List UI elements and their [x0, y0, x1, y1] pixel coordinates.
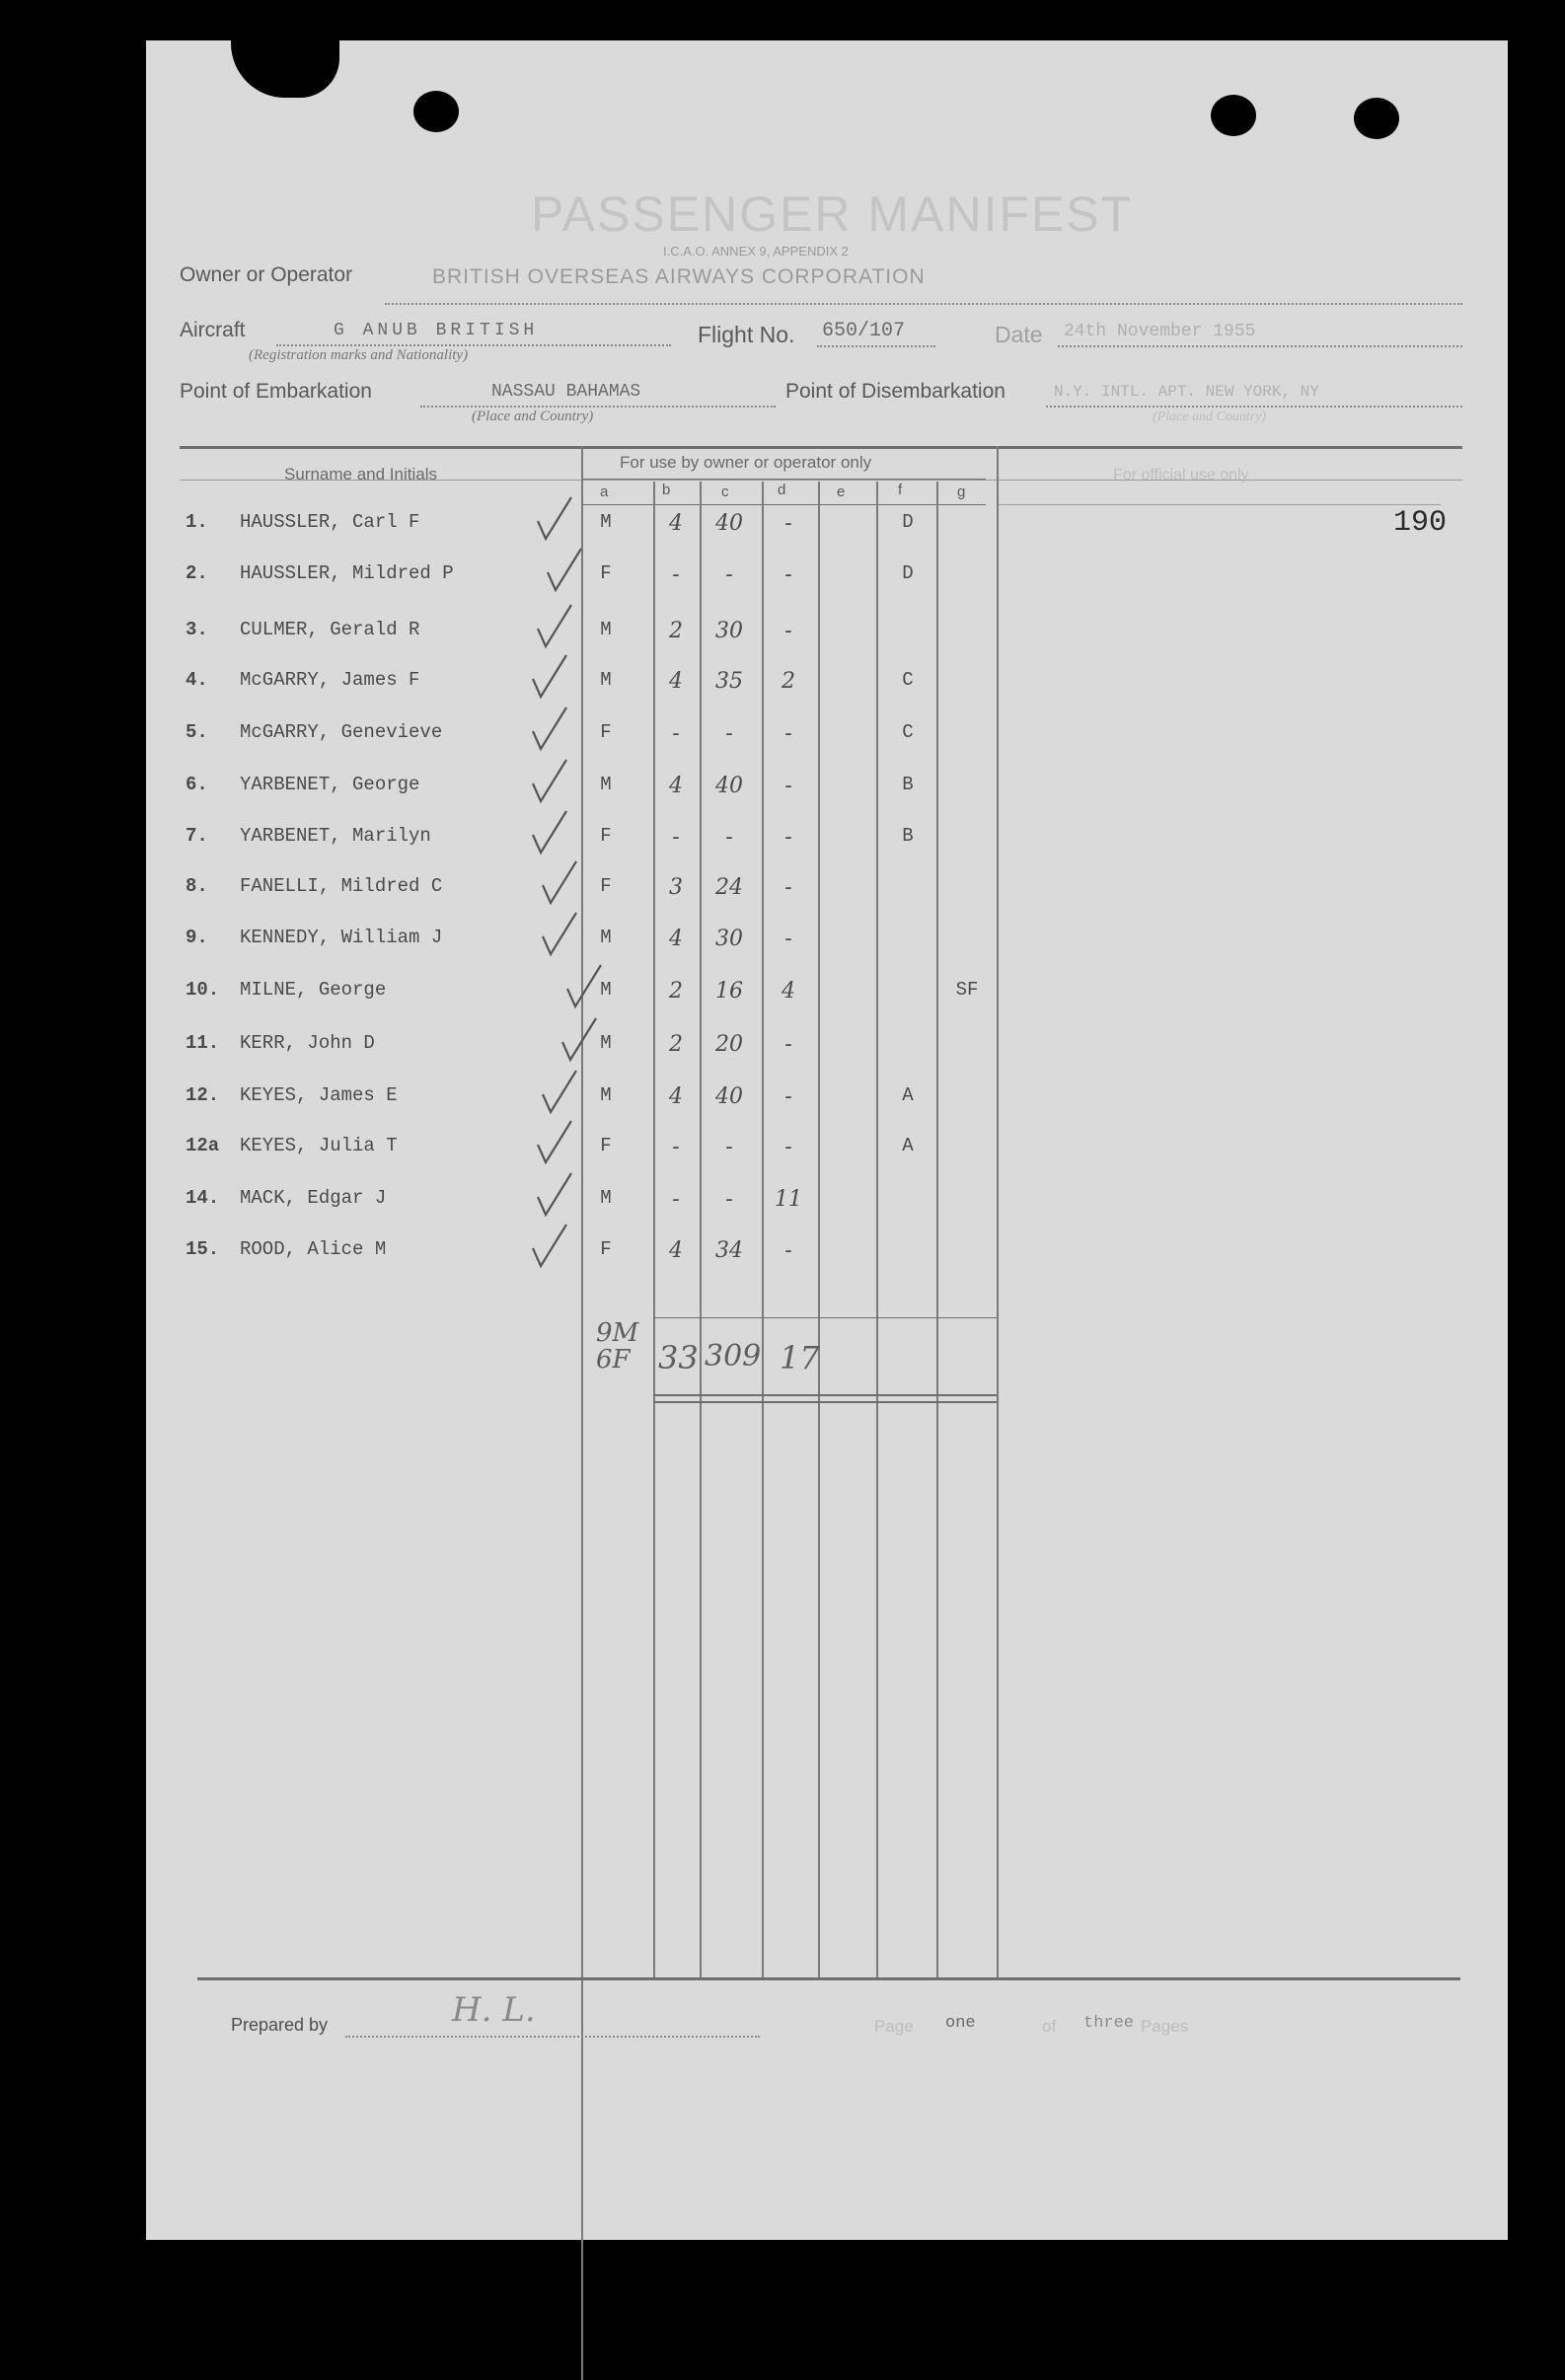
- official-header-rule: [997, 504, 1441, 505]
- row-number: 7.: [186, 825, 208, 847]
- passenger-name: MACK, Edgar J: [240, 1187, 387, 1209]
- cell-c: 35: [715, 669, 743, 694]
- checkmark-icon: [536, 503, 575, 543]
- row-number: 12.: [186, 1084, 220, 1106]
- disembark-note: (Place and Country): [1153, 409, 1267, 424]
- date-value: 24th November 1955: [1064, 322, 1256, 341]
- cell-d: -: [784, 562, 792, 587]
- owner-underline: [385, 303, 1462, 305]
- total-a-male: 9M: [596, 1318, 639, 1348]
- passenger-name: MILNE, George: [240, 979, 387, 1001]
- date-label: Date: [995, 322, 1043, 347]
- row-number: 11.: [186, 1032, 220, 1054]
- cell-c: 40: [715, 511, 743, 536]
- embark-label: Point of Embarkation: [180, 380, 372, 403]
- cell-d: -: [784, 721, 792, 746]
- checkmark-icon: [536, 1179, 575, 1219]
- totals-double-rule-1: [653, 1394, 997, 1396]
- prepared-underline: [345, 2036, 760, 2038]
- cell-c: -: [725, 1135, 733, 1159]
- embark-note: (Place and Country): [472, 409, 594, 424]
- cell-a: F: [600, 562, 612, 584]
- table-row: [146, 927, 1508, 960]
- total-b: 33: [658, 1339, 699, 1376]
- passenger-name: KEYES, Julia T: [240, 1135, 398, 1156]
- cell-a: F: [600, 1238, 612, 1260]
- table-row: [146, 774, 1508, 807]
- cell-d: -: [784, 774, 792, 798]
- aircraft-value: G ANUB BRITISH: [334, 321, 539, 340]
- cell-a: F: [600, 875, 612, 897]
- embark-underline: [420, 406, 776, 408]
- cell-c: 20: [715, 1032, 743, 1057]
- cell-b: -: [672, 721, 680, 746]
- table-bottom-rule: [197, 1977, 1460, 1980]
- cell-b: -: [672, 1135, 680, 1159]
- col-header-d: d: [778, 482, 786, 498]
- checkmark-icon: [531, 713, 570, 753]
- cell-b: 2: [669, 619, 683, 643]
- total-c: 309: [705, 1339, 762, 1374]
- cell-f: B: [902, 825, 914, 847]
- cell-a: M: [600, 979, 612, 1001]
- of-value: three: [1083, 2014, 1135, 2033]
- checkmark-icon: [536, 611, 575, 650]
- table-top-rule: [180, 446, 1462, 449]
- checkmark-icon: [541, 1077, 580, 1116]
- embark-value: NASSAU BAHAMAS: [491, 382, 641, 402]
- manifest-title: PASSENGER MANIFEST: [531, 186, 1134, 242]
- col-header-b: b: [662, 482, 671, 498]
- cell-a: M: [600, 1032, 612, 1054]
- table-row: [146, 721, 1508, 755]
- cell-b: 4: [669, 1238, 683, 1263]
- cell-f: A: [902, 1135, 914, 1156]
- cell-b: -: [672, 825, 680, 850]
- torn-corner: [231, 40, 339, 98]
- cell-a: M: [600, 1187, 612, 1209]
- checkmark-icon: [565, 971, 605, 1010]
- table-row: [146, 1084, 1508, 1118]
- cell-b: -: [672, 1187, 680, 1212]
- cell-d: -: [784, 1032, 792, 1057]
- row-number: 8.: [186, 875, 208, 897]
- cell-d: -: [784, 927, 792, 951]
- row-number: 1.: [186, 511, 208, 533]
- flight-value: 650/107: [822, 320, 906, 342]
- cell-c: 24: [715, 875, 743, 900]
- cell-c: 40: [715, 774, 743, 798]
- row-number: 4.: [186, 669, 208, 691]
- table-row: [146, 1135, 1508, 1168]
- passenger-name: McGARRY, James F: [240, 669, 420, 691]
- cell-b: -: [672, 562, 680, 587]
- col-header-a: a: [600, 483, 609, 500]
- cell-f: B: [902, 774, 914, 795]
- cell-f: D: [902, 511, 914, 533]
- cell-a: M: [600, 1084, 612, 1106]
- official-group-header: For official use only: [1113, 467, 1249, 483]
- disembark-label: Point of Disembarkation: [785, 380, 1006, 403]
- cell-d: 2: [782, 669, 795, 694]
- cell-a: M: [600, 669, 612, 691]
- cell-c: 30: [715, 927, 743, 951]
- col-rule-g-left: [936, 482, 938, 1978]
- table-row: [146, 1032, 1508, 1066]
- cell-d: 11: [775, 1187, 802, 1212]
- col-rule-f-left: [876, 482, 878, 1978]
- col-header-c: c: [721, 483, 729, 500]
- name-column-header: Surname and Initials: [284, 465, 437, 483]
- table-row: [146, 562, 1508, 596]
- passenger-name: KENNEDY, William J: [240, 927, 443, 948]
- passenger-name: YARBENET, Marilyn: [240, 825, 431, 847]
- cell-c: -: [725, 721, 733, 746]
- col-header-e: e: [837, 483, 846, 500]
- passenger-name: CULMER, Gerald R: [240, 619, 420, 640]
- cell-d: -: [784, 1238, 792, 1263]
- cell-f: C: [902, 721, 914, 743]
- table-row: [146, 511, 1508, 545]
- cell-b: 2: [669, 979, 683, 1004]
- cell-d: -: [784, 619, 792, 643]
- disembark-underline: [1046, 406, 1462, 408]
- cell-d: 4: [782, 979, 795, 1004]
- row-number: 2.: [186, 562, 208, 584]
- row-number: 9.: [186, 927, 208, 948]
- row-number: 6.: [186, 774, 208, 795]
- row-number: 3.: [186, 619, 208, 640]
- cell-d: -: [784, 1135, 792, 1159]
- cell-a: M: [600, 619, 612, 640]
- totals-top-rule: [653, 1317, 997, 1318]
- col-rule-b-left: [653, 482, 655, 1978]
- checkmark-icon: [531, 661, 570, 701]
- cell-d: -: [784, 1084, 792, 1109]
- prepared-label: Prepared by: [231, 2015, 329, 2035]
- table-row: [146, 1187, 1508, 1221]
- checkmark-icon: [541, 919, 580, 958]
- table-row: [146, 1238, 1508, 1272]
- cell-f: C: [902, 669, 914, 691]
- aircraft-label: Aircraft: [180, 319, 246, 341]
- total-d: 17: [780, 1339, 820, 1376]
- group-header-rule: [581, 479, 986, 480]
- cell-a: M: [600, 774, 612, 795]
- page-value: one: [945, 2014, 976, 2033]
- passenger-name: KERR, John D: [240, 1032, 375, 1054]
- row-number: 14.: [186, 1187, 220, 1209]
- row-number: 10.: [186, 979, 220, 1001]
- col-rule-c-left: [700, 482, 702, 1978]
- table-row: [146, 825, 1508, 858]
- cell-d: -: [784, 511, 792, 536]
- col-rule-e-left: [818, 482, 820, 1978]
- manifest-subtitle: I.C.A.O. ANNEX 9, APPENDIX 2: [663, 244, 849, 259]
- checkmark-icon: [531, 817, 570, 856]
- cell-a: M: [600, 927, 612, 948]
- page-label: Page: [874, 2017, 914, 2036]
- cell-c: 34: [715, 1238, 743, 1263]
- col-header-f: f: [898, 482, 903, 498]
- cell-b: 3: [669, 875, 683, 900]
- checkmark-icon: [531, 766, 570, 805]
- cell-a: F: [600, 721, 612, 743]
- col-header-g: g: [957, 483, 966, 500]
- cell-c: -: [725, 562, 733, 587]
- row-number: 15.: [186, 1238, 220, 1260]
- punch-hole-right: [1354, 98, 1399, 139]
- totals-double-rule-2: [653, 1401, 997, 1403]
- cell-f: A: [902, 1084, 914, 1106]
- punch-hole-left: [413, 91, 459, 132]
- cell-c: 16: [715, 979, 743, 1004]
- checkmark-icon: [560, 1024, 600, 1064]
- passenger-name: FANELLI, Mildred C: [240, 875, 443, 897]
- passenger-name: KEYES, James E: [240, 1084, 398, 1106]
- total-a-female: 6F: [596, 1345, 631, 1375]
- subcol-header-rule: [581, 504, 986, 505]
- cell-b: 4: [669, 927, 683, 951]
- flight-underline: [817, 345, 935, 347]
- cell-c: -: [725, 1187, 733, 1212]
- cell-c: -: [725, 825, 733, 850]
- checkmark-icon: [536, 1127, 575, 1166]
- table-row: [146, 979, 1508, 1012]
- manifest-page: [146, 40, 1508, 2240]
- passenger-name: McGARRY, Genevieve: [240, 721, 443, 743]
- cell-d: -: [784, 875, 792, 900]
- checkmark-icon: [541, 867, 580, 907]
- of-label: of: [1042, 2017, 1057, 2036]
- cell-b: 4: [669, 669, 683, 694]
- cell-g: SF: [955, 979, 979, 1001]
- cell-f: D: [902, 562, 914, 584]
- table-row: [146, 619, 1508, 652]
- punch-hole-center: [1211, 95, 1256, 136]
- prepared-value: H. L.: [452, 1990, 536, 2030]
- operator-group-header: For use by owner or operator only: [620, 453, 872, 472]
- row-number: 5.: [186, 721, 208, 743]
- cell-d: -: [784, 825, 792, 850]
- owner-label: Owner or Operator: [180, 263, 353, 286]
- row-number: 12a: [186, 1135, 220, 1156]
- cell-a: F: [600, 1135, 612, 1156]
- cell-b: 2: [669, 1032, 683, 1057]
- date-underline: [1058, 345, 1462, 347]
- aircraft-underline: [276, 344, 671, 346]
- cell-a: F: [600, 825, 612, 847]
- col-rule-d-left: [762, 482, 764, 1978]
- table-row: [146, 875, 1508, 909]
- passenger-name: YARBENET, George: [240, 774, 420, 795]
- pages-label: Pages: [1141, 2017, 1189, 2036]
- cell-c: 40: [715, 1084, 743, 1109]
- disembark-value: N.Y. INTL. APT. NEW YORK, NY: [1054, 383, 1319, 401]
- passenger-name: ROOD, Alice M: [240, 1238, 387, 1260]
- cell-a: M: [600, 511, 612, 533]
- aircraft-note: (Registration marks and Nationality): [249, 347, 469, 363]
- cell-b: 4: [669, 774, 683, 798]
- passenger-name: HAUSSLER, Carl F: [240, 511, 420, 533]
- cell-c: 30: [715, 619, 743, 643]
- owner-value: BRITISH OVERSEAS AIRWAYS CORPORATION: [432, 265, 926, 288]
- cell-b: 4: [669, 511, 683, 536]
- cell-b: 4: [669, 1084, 683, 1109]
- passenger-name: HAUSSLER, Mildred P: [240, 562, 454, 584]
- checkmark-icon: [546, 555, 585, 594]
- page-number: 190: [1393, 506, 1448, 540]
- flight-label: Flight No.: [698, 322, 795, 347]
- table-row: [146, 669, 1508, 703]
- checkmark-icon: [531, 1230, 570, 1270]
